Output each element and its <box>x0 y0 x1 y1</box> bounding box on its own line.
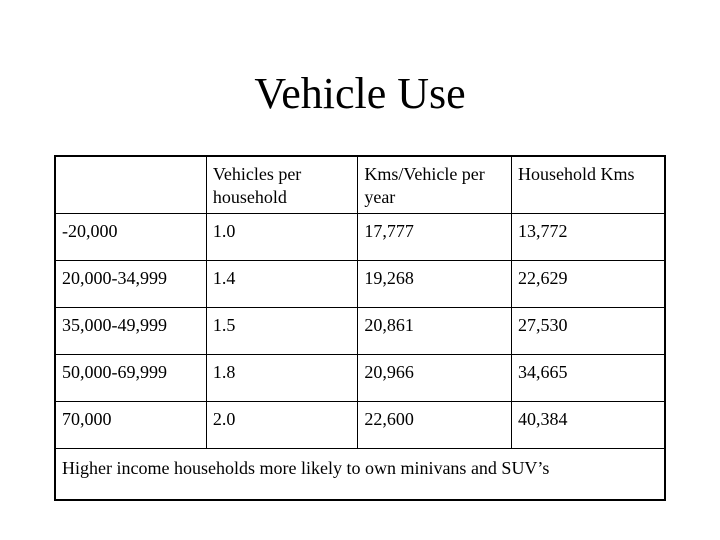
kms-per-vehicle-cell: 20,966 <box>358 355 512 402</box>
kms-per-vehicle-cell: 17,777 <box>358 214 512 261</box>
vehicle-use-table <box>54 155 666 501</box>
vehicles-cell: 1.4 <box>206 261 357 308</box>
household-kms-cell: 22,629 <box>511 261 665 308</box>
vehicles-cell: 1.0 <box>206 214 357 261</box>
income-cell: 20,000-34,999 <box>55 261 206 308</box>
header-cell-income <box>55 156 206 214</box>
table-row <box>55 308 665 355</box>
table-note: Higher income households more likely to own minivans and SUV’s <box>55 449 665 501</box>
income-cell: 35,000-49,999 <box>55 308 206 355</box>
household-kms-cell: 13,772 <box>511 214 665 261</box>
table-row <box>55 402 665 449</box>
vehicles-cell: 1.5 <box>206 308 357 355</box>
income-cell: -20,000 <box>55 214 206 261</box>
table-row <box>55 355 665 402</box>
vehicles-cell: 2.0 <box>206 402 357 449</box>
household-kms-cell: 34,665 <box>511 355 665 402</box>
income-cell: 50,000-69,999 <box>55 355 206 402</box>
kms-per-vehicle-cell: 20,861 <box>358 308 512 355</box>
household-kms-cell: 27,530 <box>511 308 665 355</box>
header-cell-household-kms: Household Kms <box>511 156 665 214</box>
kms-per-vehicle-cell: 22,600 <box>358 402 512 449</box>
household-kms-cell: 40,384 <box>511 402 665 449</box>
table-header-row <box>55 156 665 214</box>
header-cell-kms-per-vehicle: Kms/Vehicle per year <box>358 156 512 214</box>
slide-title: Vehicle Use <box>254 69 466 118</box>
table-row <box>55 261 665 308</box>
income-cell: 70,000 <box>55 402 206 449</box>
header-cell-vehicles-per-household: Vehicles per household <box>206 156 357 214</box>
kms-per-vehicle-cell: 19,268 <box>358 261 512 308</box>
table-row <box>55 214 665 261</box>
table-note-row <box>55 449 665 501</box>
vehicles-cell: 1.8 <box>206 355 357 402</box>
